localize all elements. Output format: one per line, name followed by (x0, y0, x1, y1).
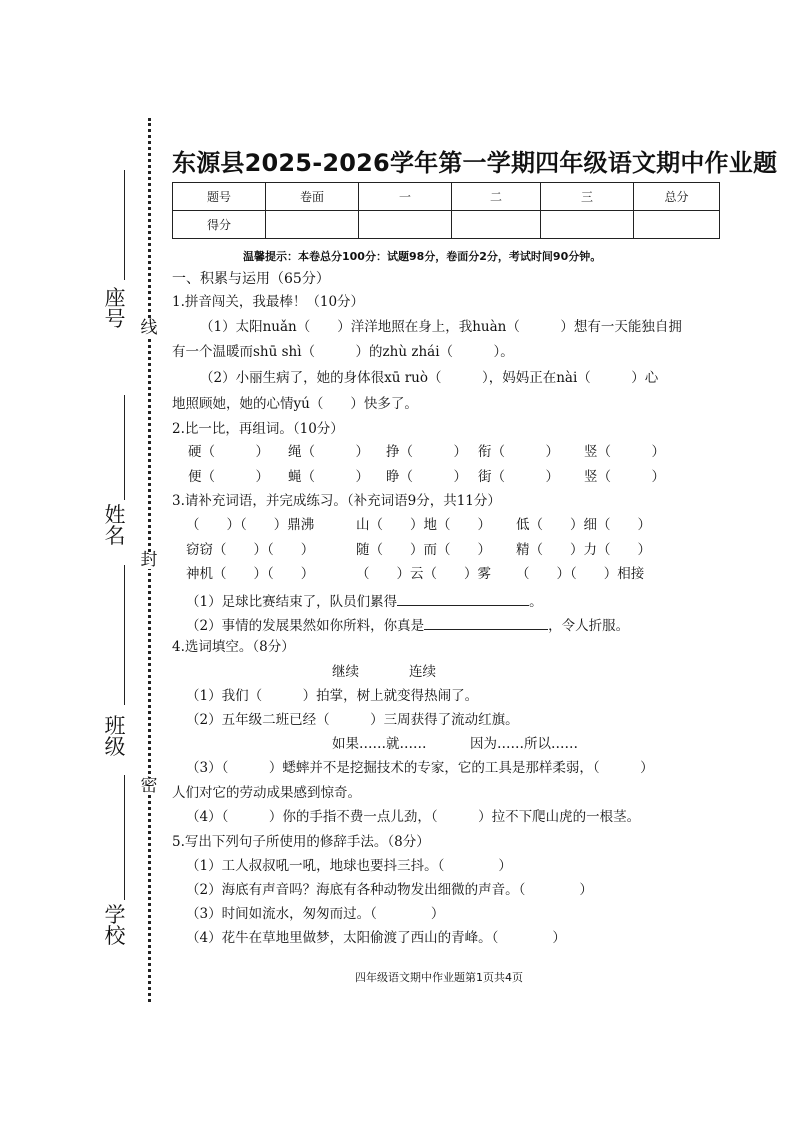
q1-line-1: （1）太阳nuǎn（ ）洋洋地照在身上，我huàn（ ）想有一天能独自拥 (200, 319, 682, 335)
school-label-text: 学校 (104, 903, 126, 948)
q3-sentence-1-text: （1）足球比赛结束了，队员们累得 (186, 594, 398, 610)
q5-sentence-2: （2）海底有声音吗？海底有各种动物发出细微的声音。（ ） (186, 882, 593, 898)
q4-word-option: 如果……就…… (332, 736, 427, 752)
q3-sentence-2 (186, 617, 629, 634)
q4-word-option: 连续 (409, 664, 436, 680)
q3-heading: 3.请补充词语，并完成练习。（补充词语9分，共11分） (172, 493, 501, 509)
q3-idiom: （ ）（ ）相接 (516, 566, 645, 582)
score-table (172, 182, 720, 239)
q4-word-option: 因为……所以…… (470, 736, 578, 752)
q2-row-1-item: 竖（ ） (584, 444, 665, 460)
q3-sentence-2-text: （2）事情的发展果然如你所料，你真是 (186, 618, 425, 634)
q3-sentence-1 (186, 593, 543, 610)
q2-heading: 2.比一比，再组词。（10分） (172, 421, 344, 437)
q4-sentence-4: （4）（ ）你的手指不费一点儿劲，（ ）拉不下爬山虎的一根茎。 (186, 809, 641, 825)
score-cell-part-1[interactable] (359, 211, 452, 239)
q3-idiom: 窃窃（ ）（ ） (186, 542, 315, 558)
page-footer: 四年级语文期中作业题第1页共4页 (355, 971, 523, 984)
name-label-text: 姓名 (104, 503, 126, 548)
seat-label (104, 288, 132, 330)
q2-row-2-item: 睁（ ） (386, 469, 467, 485)
score-cell-total[interactable] (634, 211, 720, 239)
q1-line-2: 有一个温暖而shū shì（ ）的zhù zhái（ ）。 (172, 344, 514, 360)
class-fill-line (124, 565, 125, 705)
class-label-text: 班级 (104, 714, 126, 759)
q4-sentence-1: （1）我们（ ）拍掌，树上就变得热闹了。 (186, 688, 479, 704)
section-1-heading: 一、积累与运用（65分） (172, 271, 330, 287)
q2-row-1-item: 衔（ ） (478, 444, 559, 460)
q3-idiom: 山（ ）地（ ） (356, 517, 491, 533)
seat-fill-line (124, 170, 125, 280)
q5-sentence-3: （3）时间如流水，匆匆而过。（ ） (186, 906, 445, 922)
q5-sentence-1: （1）工人叔叔吼一吼，地球也要抖三抖。（ ） (186, 858, 512, 874)
score-table-header-row (173, 183, 720, 211)
q3-idiom: （ ）（ ）鼎沸 (186, 517, 315, 533)
name-fill-line (124, 395, 125, 500)
seal-char-feng: 封 (138, 552, 160, 569)
q3-sentence-1-end: 。 (529, 594, 543, 610)
q4-sentence-3a: （3）（ ）蟋蟀并不是挖掘技术的专家，它的工具是那样柔弱，（ ） (186, 760, 654, 776)
header-cell-neatness: 卷面 (266, 183, 359, 211)
q3-idiom: 精（ ）力（ ） (516, 542, 651, 558)
score-cell-neatness[interactable] (266, 211, 359, 239)
school-label (104, 905, 132, 947)
q2-row-2-item: 便（ ） (188, 469, 269, 485)
name-label (104, 505, 132, 547)
score-cell-part-3[interactable] (541, 211, 634, 239)
seal-char-mi: 密 (138, 778, 160, 795)
q3-sentence-1-blank[interactable] (397, 593, 529, 606)
header-cell-part-1: 一 (359, 183, 452, 211)
q2-row-1-item: 挣（ ） (386, 444, 467, 460)
q3-idiom: （ ）云（ ）雾 (356, 566, 491, 582)
score-row-label: 得分 (173, 211, 266, 239)
header-cell-question-no: 题号 (173, 183, 266, 211)
q1-line-3: （2）小丽生病了，她的身体很xū ruò（ ），妈妈正在nài（ ）心 (200, 370, 659, 386)
exam-tip: 温馨提示：本卷总分100分：试题98分，卷面分2分，考试时间90分钟。 (243, 250, 602, 263)
seal-char-line: 线 (138, 320, 160, 337)
header-cell-part-2: 二 (452, 183, 541, 211)
header-cell-part-3: 三 (541, 183, 634, 211)
q4-sentence-3b: 人们对它的劳动成果感到惊奇。 (172, 785, 361, 801)
q3-sentence-2-blank[interactable] (424, 617, 548, 630)
q3-idiom: 神机（ ）（ ） (186, 566, 315, 582)
school-fill-line (124, 775, 125, 900)
q2-row-2-item: 街（ ） (478, 469, 559, 485)
q4-word-option: 继续 (332, 664, 359, 680)
q2-row-1-item: 硬（ ） (188, 444, 269, 460)
q3-idiom: 随（ ）而（ ） (356, 542, 491, 558)
q4-heading: 4.选词填空。（8分） (172, 639, 295, 655)
q1-line-4: 地照顾她，她的心情yú（ ）快多了。 (172, 396, 418, 412)
class-label (104, 716, 132, 758)
q2-row-2-item: 蝇（ ） (288, 469, 369, 485)
score-table-score-row (173, 211, 720, 239)
page-title: 东源县2025-2026学年第一学期四年级语文期中作业题 (172, 149, 778, 177)
score-cell-part-2[interactable] (452, 211, 541, 239)
q2-row-2-item: 竖（ ） (584, 469, 665, 485)
header-cell-total: 总分 (634, 183, 720, 211)
seat-label-text: 座号 (104, 286, 126, 331)
q2-row-1-item: 绳（ ） (288, 444, 369, 460)
q3-sentence-2-end: ，令人折服。 (548, 618, 630, 634)
q5-sentence-4: （4）花牛在草地里做梦，太阳偷渡了西山的青峰。（ ） (186, 930, 566, 946)
q1-heading: 1.拼音闯关，我最棒！（10分） (172, 294, 365, 310)
q3-idiom: 低（ ）细（ ） (516, 517, 651, 533)
q5-heading: 5.写出下列句子所使用的修辞手法。（8分） (172, 834, 430, 850)
q4-sentence-2: （2）五年级二班已经（ ）三周获得了流动红旗。 (186, 712, 519, 728)
